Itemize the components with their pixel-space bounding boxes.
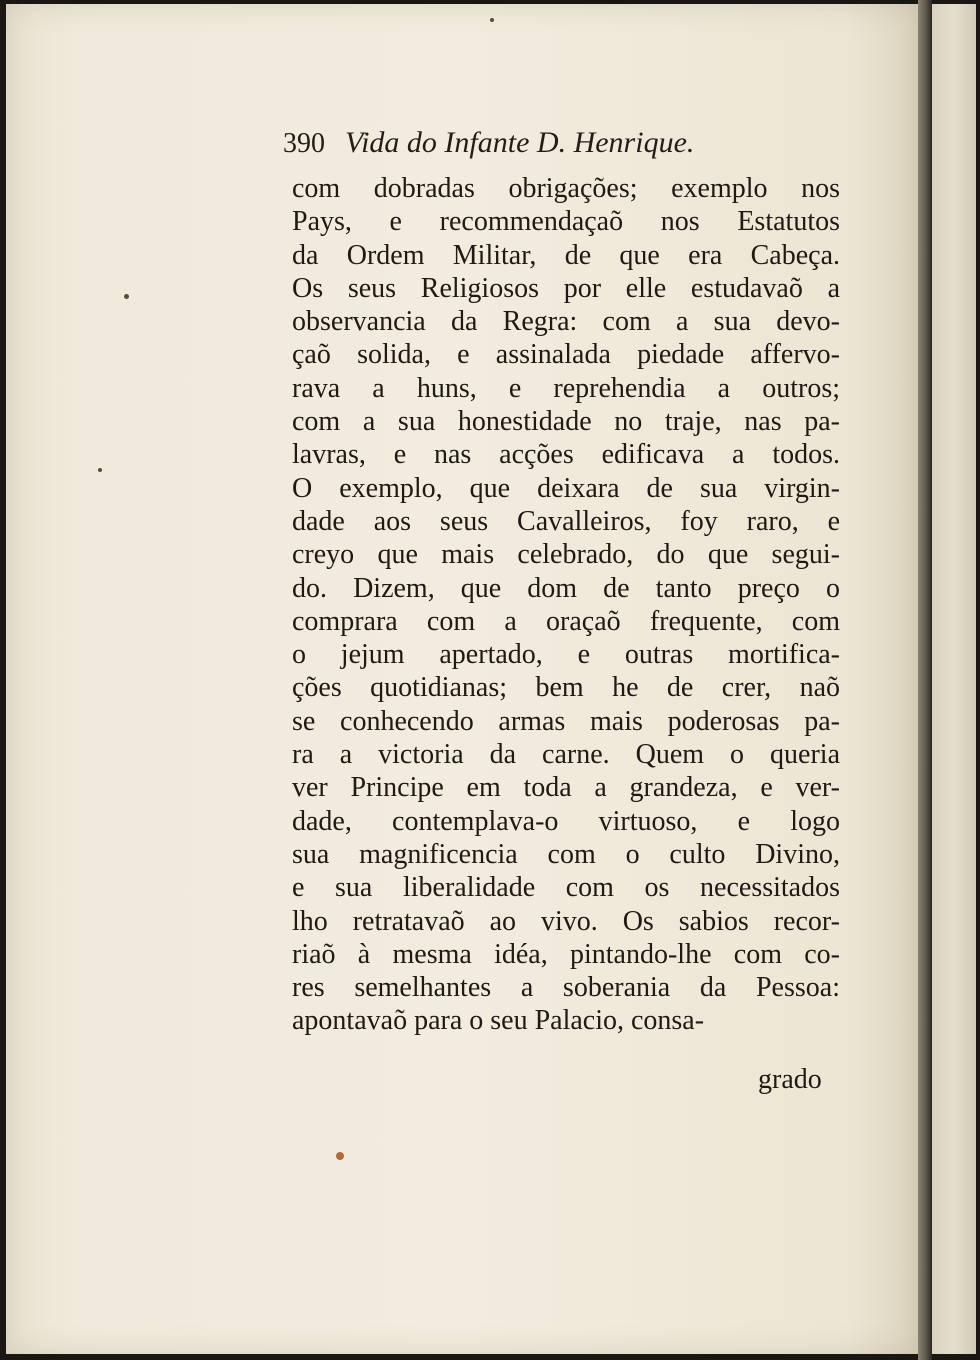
text-line: dade, contemplava-o virtuoso, e logo (292, 805, 840, 837)
text-line: lho retratavaõ ao vivo. Os sabios recor- (292, 905, 840, 937)
text-line: riaõ à mesma idéa, pintando-lhe com co- (292, 938, 840, 970)
adjacent-page-strip (932, 4, 976, 1354)
text-line: do. Dizem, que dom de tanto preço o (292, 572, 840, 604)
text-line: rava a huns, e reprehendia a outros; (292, 372, 840, 404)
text-line: sua magnificencia com o culto Divino, (292, 838, 840, 870)
text-line: da Ordem Militar, de que era Cabeça. (292, 239, 840, 271)
text-line: ra a victoria da carne. Quem o queria (292, 739, 840, 771)
text-line: ções quotidianas; bem he de crer, naõ (292, 672, 840, 704)
text-line: com a sua honestidade no traje, nas pa- (292, 406, 840, 438)
ink-speck (98, 468, 102, 472)
text-line: dade aos seus Cavalleiros, foy raro, e (292, 505, 840, 537)
text-line: O exemplo, que deixara de sua virgin- (292, 472, 840, 504)
text-line: se conhecendo armas mais poderosas pa- (292, 705, 840, 737)
text-line: com dobradas obrigações; exemplo nos (292, 173, 840, 204)
catchword: grado (758, 1064, 822, 1095)
text-line: e sua liberalidade com os necessitados (292, 872, 840, 904)
text-line: observancia da Regra: com a sua devo- (292, 306, 840, 338)
text-line: Pays, e recommendaçaõ nos Estatutos (292, 206, 840, 238)
text-line: comprara com a oraçaõ frequente, com (292, 605, 840, 637)
page-gutter-edge (918, 0, 932, 1360)
text-line: res semelhantes a soberania da Pessoa: (292, 972, 840, 1004)
page-header (283, 126, 843, 170)
ink-speck (124, 294, 129, 299)
text-line: lavras, e nas acções edificava a todos. (292, 439, 840, 471)
text-line: ver Principe em toda a grandeza, e ver- (292, 772, 840, 804)
text-line: creyo que mais celebrado, do que segui- (292, 539, 840, 571)
text-line: çaõ solida, e assinalada piedade affervo- (292, 339, 840, 371)
text-line: o jejum apertado, e outras mortifica- (292, 639, 840, 671)
ink-speck (336, 1152, 344, 1160)
text-line: apontavaõ para o seu Palacio, consa- (292, 1005, 705, 1037)
ink-speck (490, 18, 494, 22)
body-text (292, 172, 840, 1038)
running-title: Vida do Infante D. Henrique. (345, 126, 695, 159)
page-number: 390 (283, 128, 325, 159)
text-line: Os seus Religiosos por elle estudavaõ a (292, 272, 840, 304)
